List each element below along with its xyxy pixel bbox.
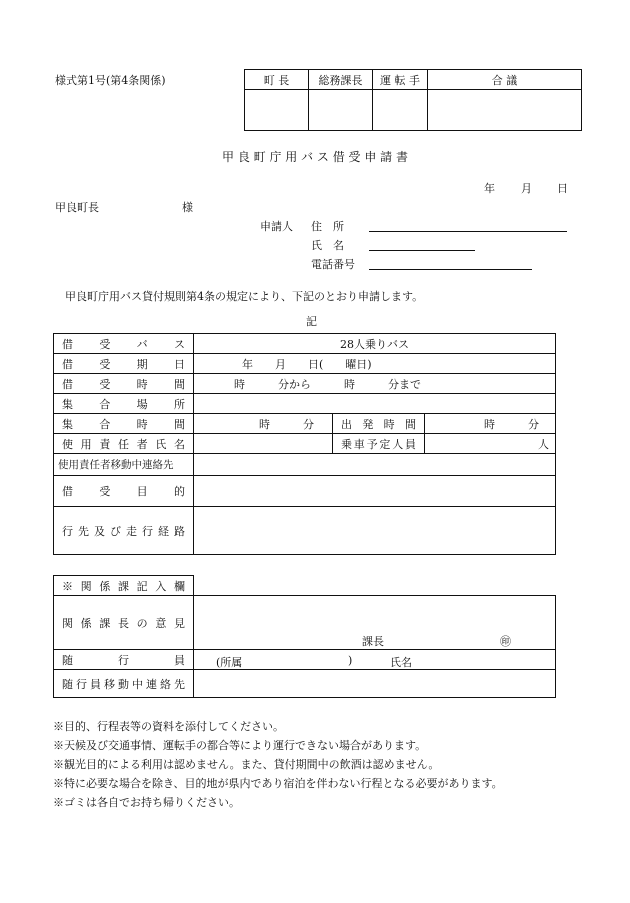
approval-cell-general-affairs[interactable] [309,90,373,131]
period-label: 借 受 期 日 [54,354,194,374]
staff-label: 随 行 員 [54,650,194,670]
opinion-sign-label: 課長 [362,635,384,648]
opinion-label: 関 係 課 長 の 意 見 [54,596,194,650]
office-header: ※ 関 係 課 記 入 欄 [54,576,194,596]
applicant-prefix: 申請人 [260,220,293,233]
approval-header-mayor: 町 長 [245,70,309,90]
time-label: 借 受 時 間 [54,374,194,394]
note-1: ※目的、行程表等の資料を添付してください。 [53,720,284,733]
applicant-name-label: 氏 名 [311,239,344,252]
place-value[interactable] [194,394,556,414]
meet-time-label: 集 合 時 間 [54,414,194,434]
note-4: ※特に必要な場合を除き、目的地が県内であり宿泊を伴わない行程となる必要があります。 [53,777,503,790]
approval-cell-mayor[interactable] [245,90,309,131]
place-label: 集 合 場 所 [54,394,194,414]
approval-box [244,69,582,131]
applicant-address-label: 住 所 [311,220,344,233]
ki-marker: 記 [306,315,317,328]
form-title: 甲 良 町 庁 用 バ ス 借 受 申 請 書 [222,150,408,164]
applicant-phone-label: 電話番号 [311,258,355,271]
staff-value[interactable] [194,650,556,670]
staff-contact-label: 随行員移動中連絡先 [54,670,194,698]
approval-header-general-affairs: 総務課長 [309,70,373,90]
note-5: ※ゴミは各自でお持ち帰りください。 [53,796,240,809]
approval-header-driver: 運 転 手 [373,70,428,90]
approval-cell-consultation[interactable] [428,90,582,131]
route-value[interactable] [194,507,556,555]
application-table [53,333,556,555]
applicant-phone-field[interactable] [369,269,532,270]
intro-text: 甲良町庁用バス貸付規則第4条の規定により、下記のとおり申請します。 [65,290,424,303]
applicant-name-field[interactable] [369,250,475,251]
addressee-name: 甲良町長 [55,201,99,214]
purpose-value[interactable] [194,476,556,507]
staff-contact-value[interactable] [194,670,556,698]
note-3: ※観光目的による利用は認めません。また、貸付期間中の飲酒は認めません。 [53,758,440,771]
staff-affiliation-close: ) [348,654,353,667]
route-label: 行 先 及 び 走 行 経 路 [54,507,194,555]
approval-header-consultation: 合 議 [428,70,582,90]
time-value[interactable]: 時 分から 時 分まで [194,374,556,394]
approval-cell-driver[interactable] [373,90,428,131]
staff-name-label: 氏名 [390,656,412,669]
office-table [53,575,556,698]
bus-label: 借 受 バ ス [54,334,194,354]
depart-time-label: 出 発 時 間 [333,414,425,434]
riders-value[interactable]: 人 [425,434,556,454]
responsible-value[interactable] [194,434,333,454]
date-day-label: 日 [557,182,568,195]
staff-affiliation-open: (所属 [216,656,243,669]
addressee-honorific: 様 [182,201,193,214]
riders-label: 乗車予定人員 [333,434,425,454]
note-2: ※天候及び交通事情、運転手の都合等により運行できない場合があります。 [53,739,427,752]
seal-mark: ㊞ [500,635,511,648]
office-header-blank [194,576,556,596]
date-month-label: 月 [521,182,532,195]
opinion-value[interactable] [194,596,556,650]
purpose-label: 借 受 目 的 [54,476,194,507]
contact-label: 使用責任者移動中連絡先 [54,454,194,476]
form-number: 様式第1号(第4条関係) [55,74,166,87]
meet-time-value[interactable]: 時 分 [194,414,333,434]
depart-time-value[interactable]: 時 分 [425,414,556,434]
responsible-label: 使 用 責 任 者 氏 名 [54,434,194,454]
applicant-address-field[interactable] [369,231,567,232]
bus-value: 28人乗りバス [194,334,556,354]
period-value[interactable]: 年 月 日( 曜日) [194,354,556,374]
date-year-label: 年 [484,182,495,195]
contact-value[interactable] [194,454,556,476]
